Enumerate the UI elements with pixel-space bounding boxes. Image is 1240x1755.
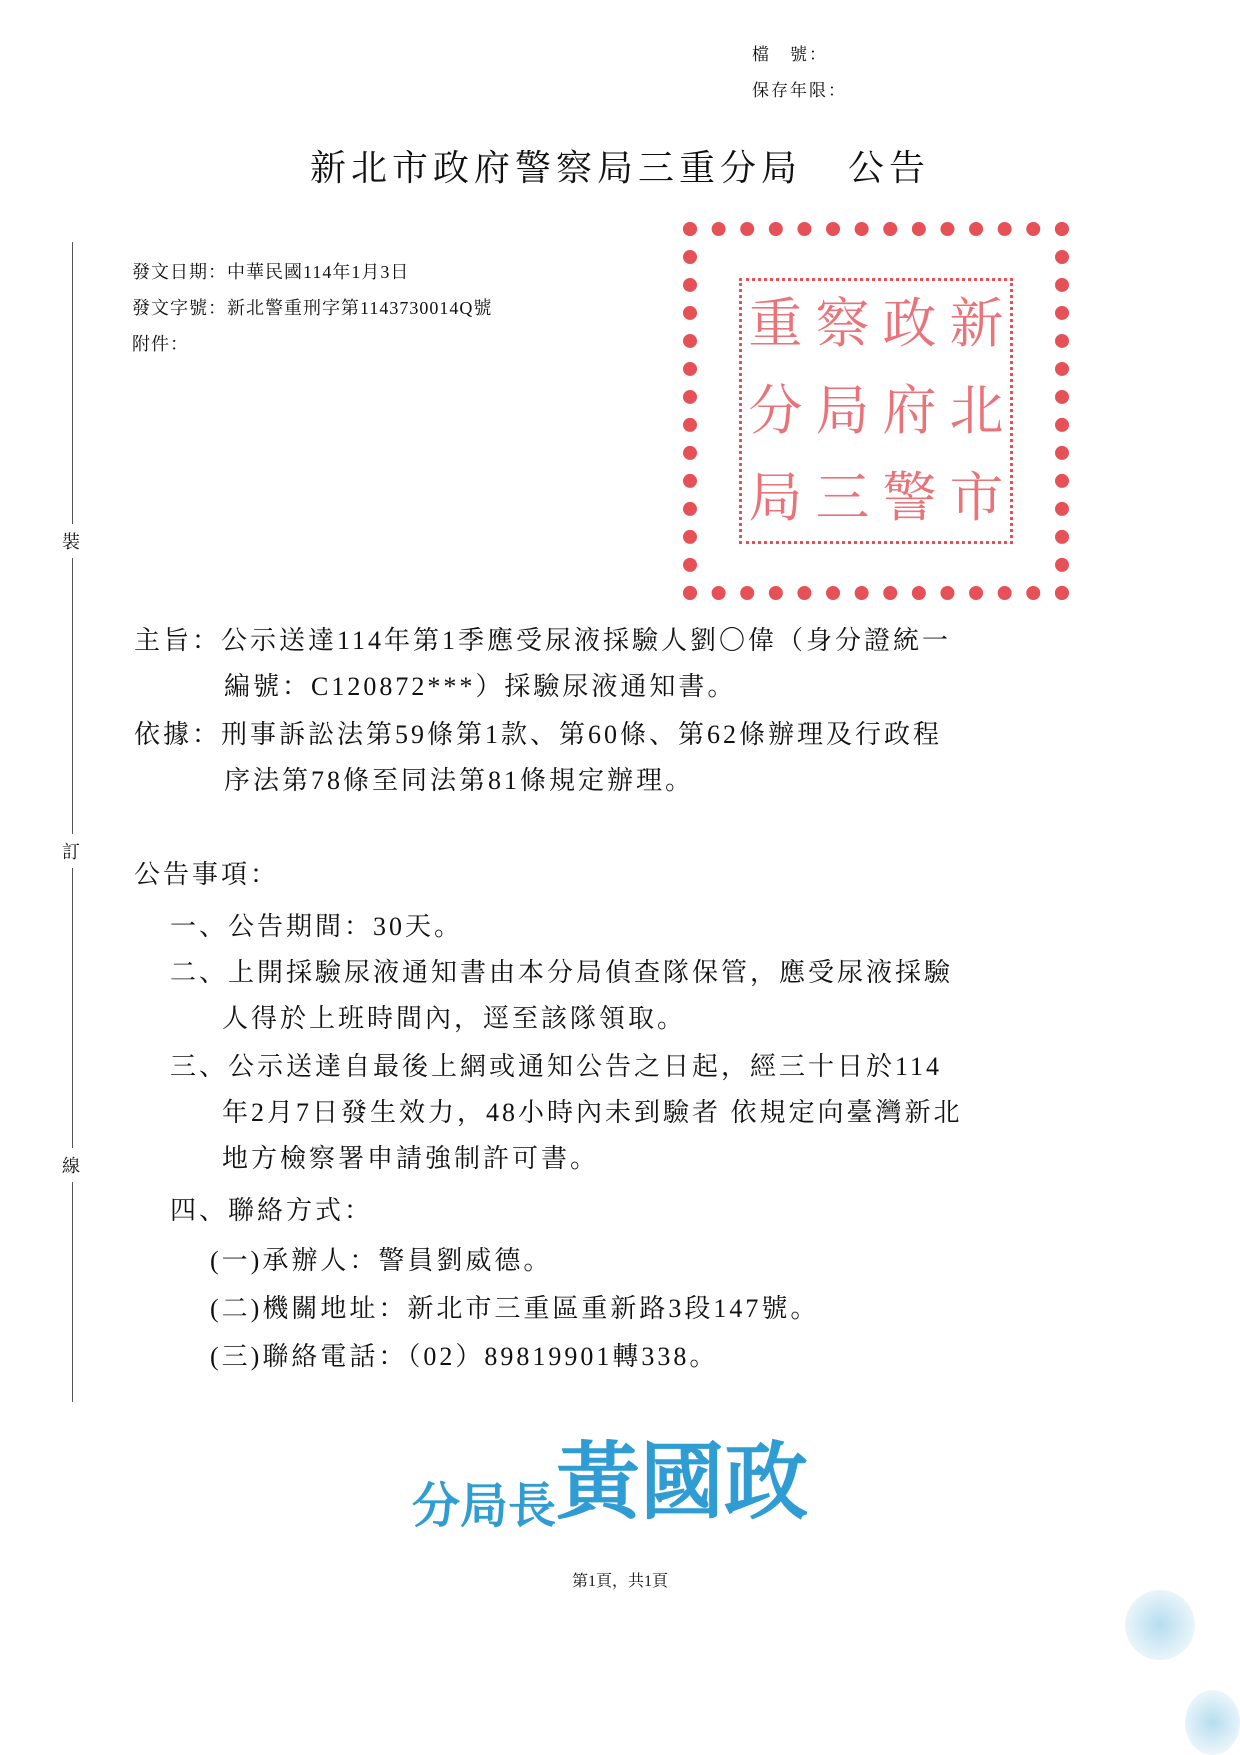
seal-glyph: 新	[949, 294, 1004, 355]
issue-date: 發文日期：中華民國114年1月3日	[132, 262, 410, 282]
document-type: 公告	[848, 148, 931, 188]
contact-phone: (三)聯絡電話：（02）89819901轉338。	[210, 1342, 719, 1371]
seal-glyph: 局	[815, 380, 870, 441]
binding-mark-zhuang: 裝	[62, 524, 80, 558]
ink-smudge	[1125, 1590, 1195, 1660]
page-title	[0, 140, 1240, 191]
notice-item-3-line-3: 地方檢察署申請強制許可書。	[222, 1144, 600, 1173]
file-number-label: 檔 號：	[752, 45, 828, 64]
notice-heading: 公告事項：	[134, 860, 280, 889]
retention-period-label: 保存年限：	[752, 81, 847, 100]
contact-address: (二)機關地址：新北市三重區重新路3段147號。	[210, 1294, 820, 1323]
seal-glyph: 局	[748, 467, 803, 528]
seal-glyph: 三	[815, 467, 870, 528]
signature-name: 黃國政	[556, 1432, 809, 1531]
binding-margin-line	[72, 242, 73, 1402]
notice-item-3-line-1: 三、公示送達自最後上網或通知公告之日起，經三十日於114	[170, 1052, 943, 1081]
basis-line-2: 序法第78條至同法第81條規定辦理。	[224, 766, 695, 795]
notice-item-3-line-2: 年2月7日發生效力，48小時內未到驗者 依規定向臺灣新北	[222, 1098, 963, 1127]
page-number: 第1頁，共1頁	[571, 1573, 668, 1590]
signature-title: 分局長	[412, 1478, 557, 1534]
seal-glyph: 重	[748, 294, 803, 355]
contact-person: (一)承辦人：警員劉威德。	[210, 1246, 553, 1275]
seal-glyph: 市	[949, 467, 1004, 528]
binding-mark-xian: 線	[62, 1148, 80, 1182]
official-seal	[683, 222, 1069, 600]
basis-line-1: 依據：刑事訴訟法第59條第1款、第60條、第62條辦理及行政程	[134, 720, 943, 749]
seal-glyph: 警	[882, 467, 937, 528]
seal-glyph: 察	[815, 294, 870, 355]
subject-line-2: 編號：C120872***）採驗尿液通知書。	[224, 672, 737, 701]
seal-glyph: 北	[949, 380, 1004, 441]
reference-number: 發文字號：新北警重刑字第1143730014Q號	[132, 298, 493, 318]
signature-stamp	[412, 1415, 832, 1534]
seal-glyph: 分	[748, 380, 803, 441]
attachment-label: 附件：	[132, 334, 189, 354]
seal-glyph: 政	[882, 294, 937, 355]
notice-item-2-line-2: 人得於上班時間內，逕至該隊領取。	[222, 1004, 687, 1033]
subject-line-1: 主旨：公示送達114年第1季應受尿液採驗人劉〇偉（身分證統一	[134, 626, 952, 655]
ink-smudge	[1185, 1690, 1240, 1755]
notice-item-1: 一、公告期間：30天。	[170, 912, 464, 941]
binding-mark-ding: 訂	[62, 834, 80, 868]
notice-item-4: 四、聯絡方式：	[170, 1196, 374, 1225]
notice-item-2-line-1: 二、上開採驗尿液通知書由本分局偵查隊保管，應受尿液採驗	[170, 958, 954, 987]
seal-glyph: 府	[882, 380, 937, 441]
agency-name: 新北市政府警察局三重分局	[309, 148, 802, 188]
